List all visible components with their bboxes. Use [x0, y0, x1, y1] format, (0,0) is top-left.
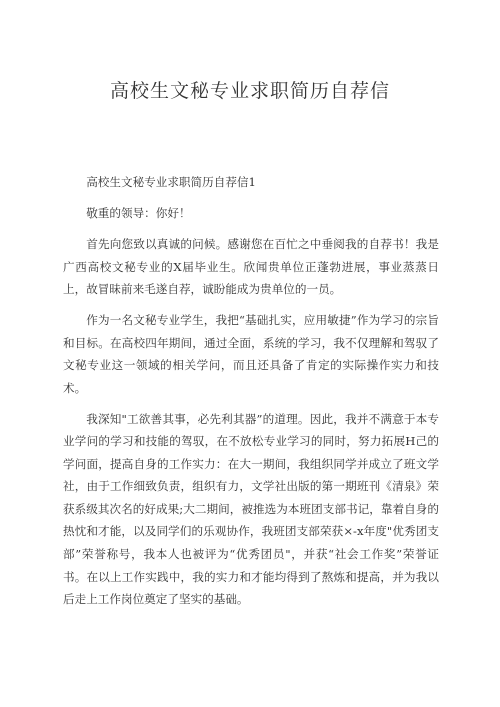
letter-subheading: 高校生文秘专业求职简历自荐信1	[86, 175, 256, 189]
paragraph-1: 首先向您致以真诚的问候。感谢您在百忙之中垂阅我的自荐书！我是广西高校文秘专业的X届毕业生。欣闻贵单位正蓬勃进展，事业蒸蒸日上，故冒昧前来毛遂自荐，诚盼能成为贵单位的一员。	[63, 236, 439, 297]
document-body	[63, 171, 439, 619]
letter-greeting: 敬重的领导：你好！	[86, 205, 191, 220]
document-title: 高校生文秘专业求职简历自荐信	[109, 80, 390, 102]
paragraph-2: 作为一名文秘专业学生，我把“基础扎实，应用敏捷”作为学习的宗旨和目标。在高校四年期间，通过全面，系统的学习，我不仅理解和驾驭了文秘专业这一领域的相关学问，而且还具备了肯定的实际操作实力和技术。	[63, 312, 439, 395]
paragraph-3: 我深知"工欲善其事，必先利其器”的道理。因此，我并不满意于本专业学问的学习和技能的驾驭，在不放松专业学习的同时，努力拓展H己的学问面，提高自身的工作实力：在大一期间，我组织同学并成立了班文学社，由于工作细致负责，组织有力，文学社出版的第一期班刊《清泉》荣获系级其次名的好成果;大二期间，被推选为本班团支部书记，靠着自身的热忱和才能，以及同学们的乐观协作，我班团支部荣获×-x年度"优秀团支部”荣誉称号，我本人也被评为“优秀团员"，并获“社会工作奖”荣誉证书。在以上工作实践中，我的实力和才能均得到了熬炼和提高，并为我以后走上工作岗位奠定了坚实的基础。	[63, 411, 439, 607]
